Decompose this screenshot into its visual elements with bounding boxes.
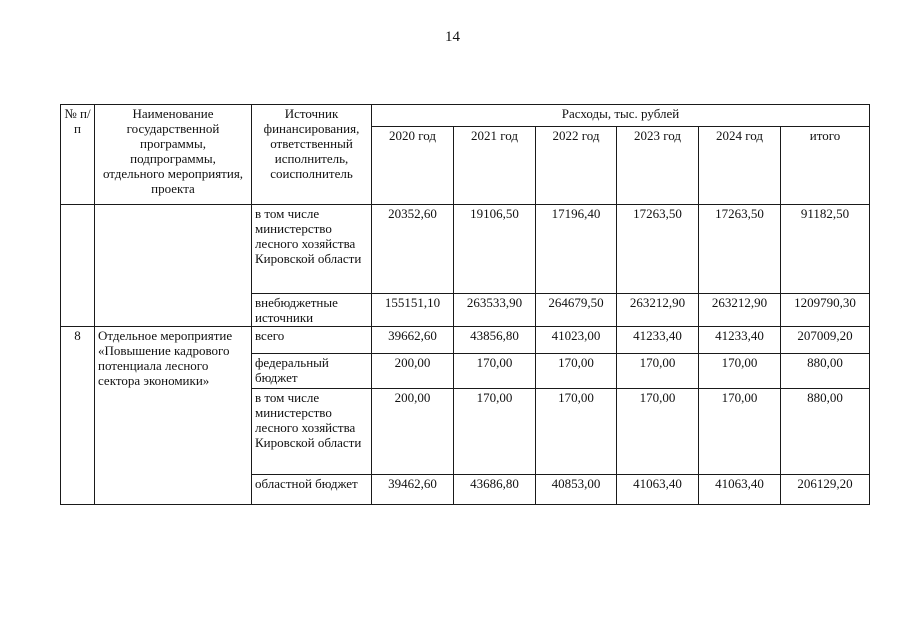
- value-total: 207009,20: [781, 327, 870, 354]
- value-2023: 17263,50: [617, 205, 699, 294]
- header-expenses: Расходы, тыс. рублей: [372, 105, 870, 127]
- row-source: всего: [252, 327, 372, 354]
- value-total: 206129,20: [781, 475, 870, 505]
- value-2021: 263533,90: [454, 294, 536, 327]
- value-2023: 41233,40: [617, 327, 699, 354]
- row-source: внебюджетные источники: [252, 294, 372, 327]
- value-2023: 41063,40: [617, 475, 699, 505]
- row-num: 8: [61, 327, 95, 505]
- budget-table: [60, 104, 870, 505]
- value-2020: 39462,60: [372, 475, 454, 505]
- value-total: 880,00: [781, 354, 870, 389]
- value-total: 91182,50: [781, 205, 870, 294]
- value-2024: 41233,40: [699, 327, 781, 354]
- value-2020: 200,00: [372, 389, 454, 475]
- value-2024: 17263,50: [699, 205, 781, 294]
- value-2022: 170,00: [536, 389, 617, 475]
- value-total: 880,00: [781, 389, 870, 475]
- value-2024: 170,00: [699, 389, 781, 475]
- value-total: 1209790,30: [781, 294, 870, 327]
- value-2022: 17196,40: [536, 205, 617, 294]
- value-2021: 43856,80: [454, 327, 536, 354]
- header-source: Источник финансирования, ответственный исполнитель, соисполнитель: [252, 105, 372, 205]
- value-2021: 170,00: [454, 354, 536, 389]
- value-2021: 170,00: [454, 389, 536, 475]
- header-name: Наименование государственной программы, подпрограммы, отдельного мероприятия, проекта: [95, 105, 252, 205]
- row-source: в том числе министерство лесного хозяйства Кировской области: [252, 389, 372, 475]
- header-year-2023: 2023 год: [617, 127, 699, 205]
- value-2022: 264679,50: [536, 294, 617, 327]
- value-2022: 41023,00: [536, 327, 617, 354]
- value-2024: 41063,40: [699, 475, 781, 505]
- row-num: [61, 205, 95, 327]
- value-2023: 263212,90: [617, 294, 699, 327]
- value-2021: 19106,50: [454, 205, 536, 294]
- header-total: итого: [781, 127, 870, 205]
- row-name: [95, 205, 252, 327]
- row-source: областной бюджет: [252, 475, 372, 505]
- header-year-2021: 2021 год: [454, 127, 536, 205]
- value-2020: 39662,60: [372, 327, 454, 354]
- page-number: 14: [445, 29, 460, 45]
- value-2023: 170,00: [617, 389, 699, 475]
- header-row-1: [61, 105, 870, 127]
- row-source: федеральный бюджет: [252, 354, 372, 389]
- value-2024: 263212,90: [699, 294, 781, 327]
- value-2020: 20352,60: [372, 205, 454, 294]
- header-year-2020: 2020 год: [372, 127, 454, 205]
- table-row: [61, 327, 870, 354]
- row-source: в том числе министерство лесного хозяйства Кировской области: [252, 205, 372, 294]
- value-2020: 155151,10: [372, 294, 454, 327]
- row-name: Отдельное мероприятие «Повышение кадрового потенциала лесного сектора экономики»: [95, 327, 252, 505]
- header-year-2024: 2024 год: [699, 127, 781, 205]
- header-year-2022: 2022 год: [536, 127, 617, 205]
- table-row: [61, 205, 870, 294]
- value-2021: 43686,80: [454, 475, 536, 505]
- value-2024: 170,00: [699, 354, 781, 389]
- value-2020: 200,00: [372, 354, 454, 389]
- value-2023: 170,00: [617, 354, 699, 389]
- value-2022: 40853,00: [536, 475, 617, 505]
- value-2022: 170,00: [536, 354, 617, 389]
- header-num: № п/п: [61, 105, 95, 205]
